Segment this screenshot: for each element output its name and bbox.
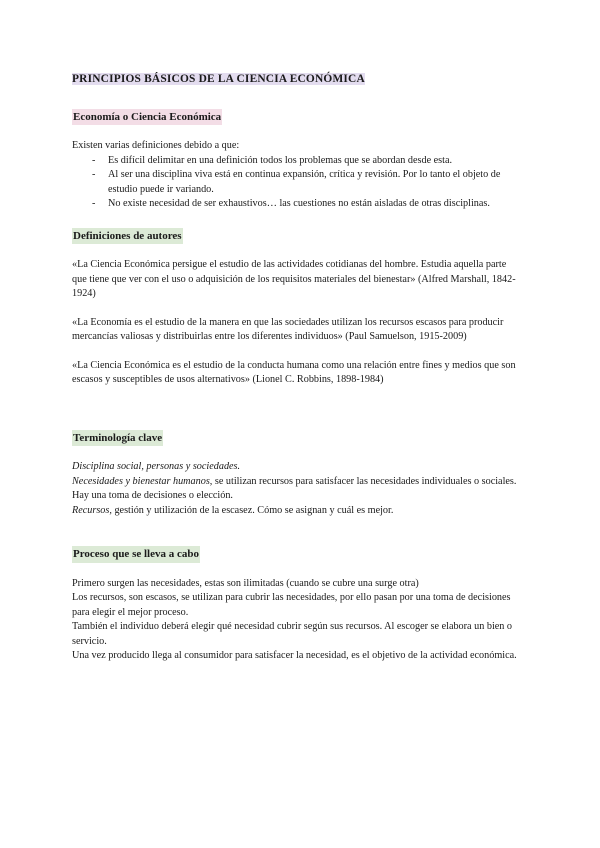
term-social-italic: Disciplina social, personas y sociedades. — [72, 461, 241, 472]
term-recursos-italic: Recursos, — [72, 504, 112, 516]
section-definiciones — [72, 228, 518, 245]
section-heading-terminologia: Terminología clave — [72, 430, 163, 447]
quote-marshall: «La Ciencia Económica persigue el estudio de las actividades cotidianas del hombre. Estudia aquella parte que tiene que ver con el uso o adquisición de los requisitos materiales del bienestar» (Alfred Marshall, 1842-1924) — [72, 259, 516, 299]
list-item: - No existe necesidad de ser exhaustivos… las cuestiones no están aisladas de otras disciplinas. — [92, 197, 518, 212]
document-title-text: PRINCIPIOS BÁSICOS DE LA CIENCIA ECONÓMICA — [72, 73, 365, 85]
process-line: También el individuo deberá elegir qué necesidad cubrir según sus recursos. Al escoger se elabora un bien o servicio. — [72, 621, 513, 647]
process-line: Los recursos, son escasos, se utilizan para cubrir las necesidades, por ello pasan por una toma de decisiones para elegir el mejor proceso. — [72, 592, 511, 618]
term-social — [72, 460, 518, 475]
list-item: - Al ser una disciplina viva está en continua expansión, crítica y revisión. Por lo tanto el objeto de estudio puede ir variando. — [92, 168, 518, 197]
section-economia — [72, 109, 518, 126]
quote-samuelson: «La Economía es el estudio de la manera en que las sociedades utilizan los recursos escasos para producir mercancías valiosas y distribuirlas entre los diferentes individuos» (Paul Samuelson, 1915-2009) — [72, 316, 504, 342]
term-recursos-text: gestión y utilización de la escasez. Cómo se asignan y cuál es mejor. — [111, 504, 394, 516]
list-item: - Es difícil delimitar en una definición todos los problemas que se abordan desde esta. — [92, 154, 518, 169]
section-heading-economia: Economía o Ciencia Económica — [72, 109, 222, 126]
intro-paragraph: Existen varias definiciones debido a que: — [72, 140, 240, 151]
term-recursos — [72, 504, 518, 519]
section-proceso — [72, 546, 518, 563]
section-heading-definiciones: Definiciones de autores — [72, 228, 183, 245]
section-terminologia — [72, 430, 518, 447]
quote-robbins: «La Ciencia Económica es el estudio de la conducta humana como una relación entre fines y medios que son escasos y susceptibles de usos alternativos» (Lionel C. Robbins, 1898-1984) — [72, 359, 516, 385]
term-necesidades-text: se utilizan recursos para satisfacer las necesidades individuales o sociales. Hay una toma de decisiones o elección. — [72, 475, 517, 501]
document-title — [72, 72, 518, 87]
section-heading-proceso: Proceso que se lleva a cabo — [72, 546, 200, 563]
term-necesidades — [72, 475, 518, 504]
reasons-list — [72, 154, 518, 212]
process-line: Una vez producido llega al consumidor para satisfacer la necesidad, es el objetivo de la actividad económica. — [72, 650, 517, 661]
process-line: Primero surgen las necesidades, estas son ilimitadas (cuando se cubre una surge otra) — [72, 577, 419, 589]
term-necesidades-italic: Necesidades y bienestar humanos, — [72, 475, 213, 487]
